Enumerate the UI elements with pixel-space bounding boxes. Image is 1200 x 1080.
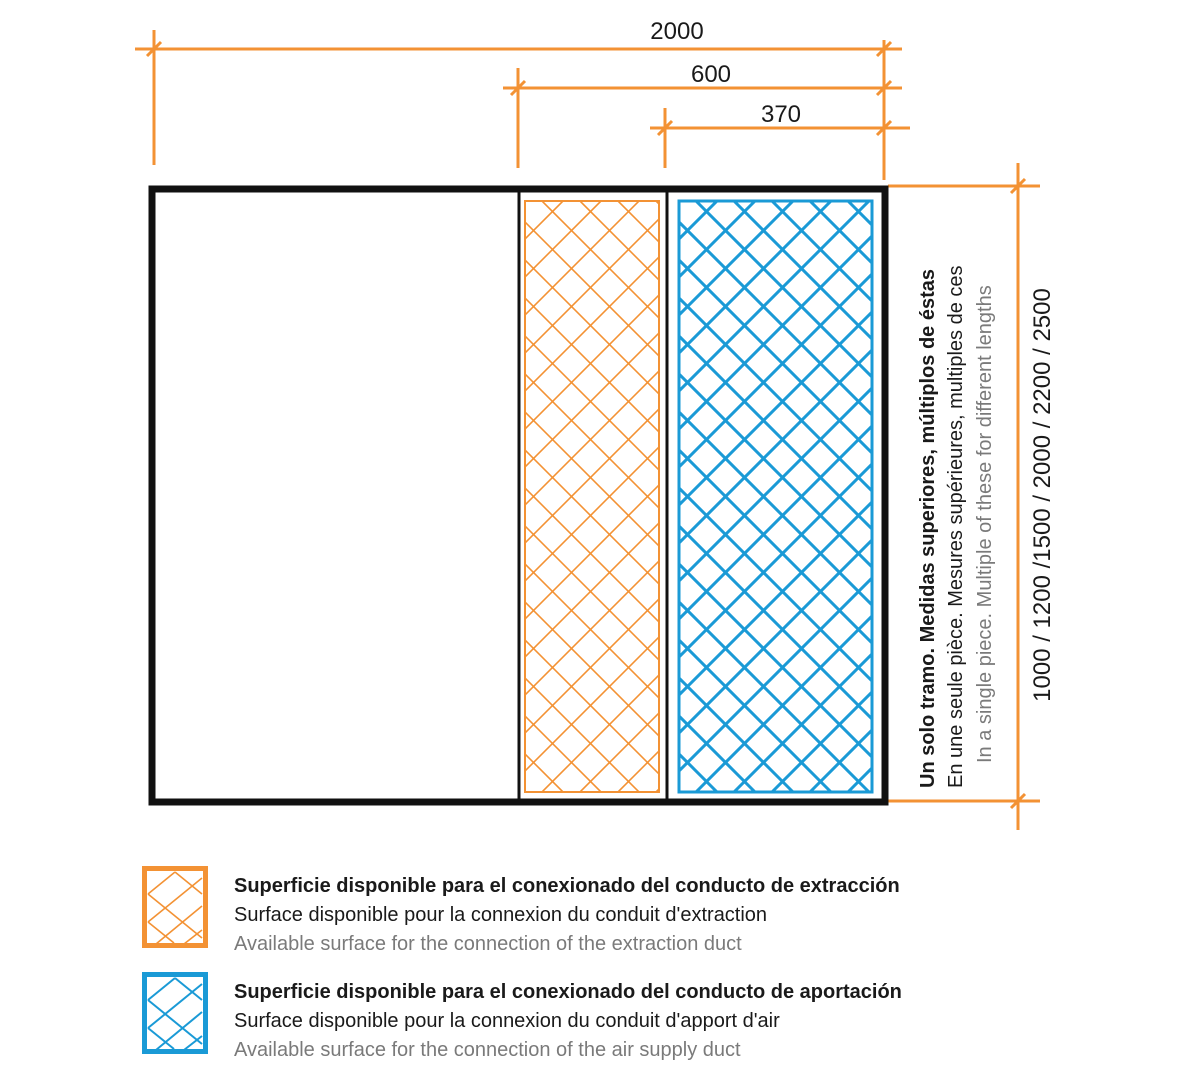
extraction-swatch-icon <box>142 866 208 948</box>
extraction-area <box>0 201 1200 792</box>
supply-hatch-line <box>392 201 983 792</box>
extraction-hatch-line <box>162 201 753 792</box>
legend-extraction-fr: Surface disponible pour la connexion du conduit d'extraction <box>234 904 768 926</box>
supply-hatch-line <box>810 201 1200 792</box>
extraction-hatch-line <box>0 201 563 792</box>
supply-hatch-line <box>468 201 1059 792</box>
supply-hatch-line <box>582 201 1173 792</box>
supply-swatch-icon <box>142 972 208 1054</box>
legend-supply-es: Superficie disponible para el conexionado del conducto de aportación <box>234 981 902 1003</box>
supply-hatch-line <box>126 201 717 792</box>
supply-hatch-line <box>506 201 1097 792</box>
side-note-line2: En une seule pièce. Mesures supérieures, multiples de ces <box>945 265 967 788</box>
supply-hatch-line <box>848 201 1200 792</box>
legend-supply-en: Available surface for the connection of the air supply duct <box>234 1039 741 1061</box>
side-note-line3: In a single piece. Multiple of these for different lengths <box>974 285 996 763</box>
extraction-hatch-line <box>0 201 563 792</box>
extraction-hatch-line <box>0 201 525 792</box>
supply-hatch-line <box>582 201 1173 792</box>
extraction-hatch-line <box>580 201 1171 792</box>
legend-extraction-es: Superficie disponible para el conexionado del conducto de extracción <box>234 875 900 897</box>
supply-hatch-line <box>734 201 1200 792</box>
legend-extraction <box>142 866 1042 955</box>
dim-label-height-options: 1000 / 1200 /1500 / 2000 / 2200 / 2500 <box>1029 288 1056 702</box>
dim-label-370: 370 <box>760 101 802 128</box>
dim-label-2000: 2000 <box>650 18 704 45</box>
supply-hatch-line <box>848 201 1200 792</box>
supply-hatch-line <box>810 201 1200 792</box>
legend-supply-fr: Surface disponible pour la connexion du conduit d'apport d'air <box>234 1010 780 1032</box>
extraction-hatch-line <box>162 201 753 792</box>
extraction-hatch-line <box>10 201 601 792</box>
supply-hatch-line <box>126 201 717 792</box>
supply-hatch-line <box>88 201 679 792</box>
supply-hatch-line <box>88 201 679 792</box>
side-note <box>917 266 996 789</box>
extraction-hatch-line <box>10 201 601 792</box>
extraction-hatch <box>0 201 1200 792</box>
extraction-hatch-line <box>0 201 525 792</box>
side-note-line1: Un solo tramo. Medidas superiores, múltiplos de éstas <box>917 268 939 788</box>
dim-label-600: 600 <box>690 61 732 88</box>
legend-extraction-en: Available surface for the connection of the extraction duct <box>234 933 742 955</box>
dimension-lines <box>135 30 1040 830</box>
extraction-hatch-line <box>580 201 1171 792</box>
supply-hatch-line <box>734 201 1200 792</box>
legend-supply <box>142 972 1042 1061</box>
